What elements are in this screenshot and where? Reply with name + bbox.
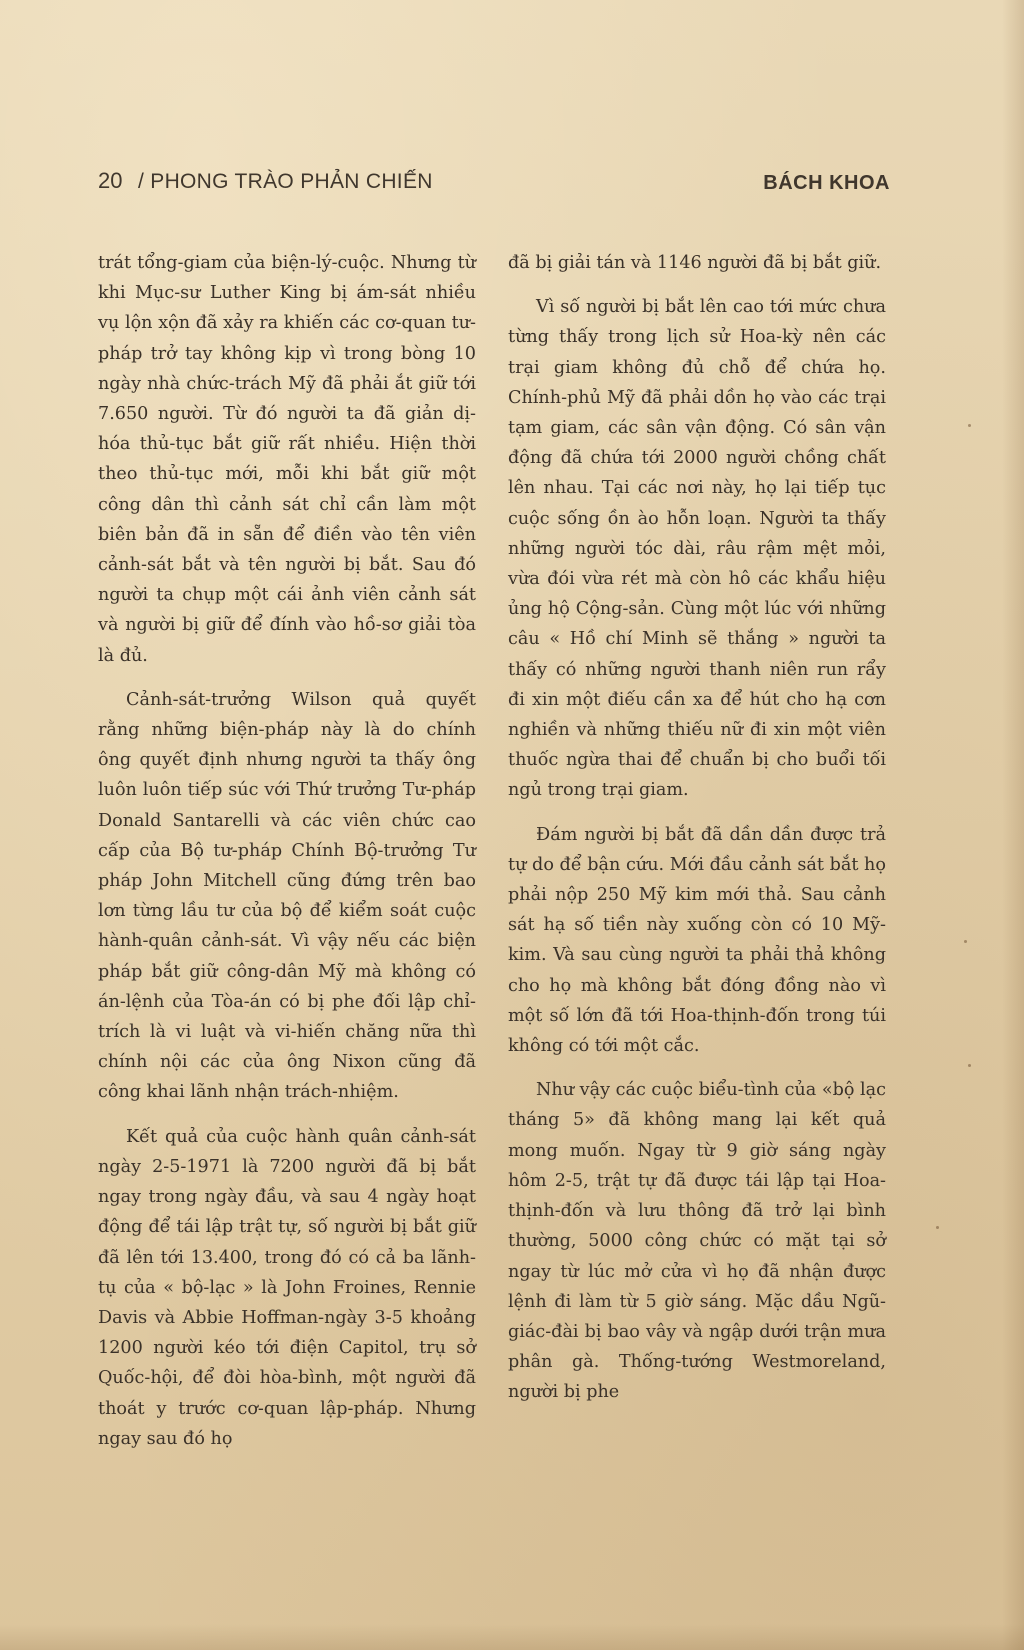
- page-bottom-shadow: [0, 1624, 1024, 1650]
- right-text-column: [508, 248, 886, 1422]
- running-title: / PHONG TRÀO PHẢN CHIẾN: [138, 170, 433, 193]
- page-number: 20: [98, 168, 123, 193]
- left-text-column: [98, 248, 476, 1468]
- paper-speck: [968, 424, 971, 427]
- paragraph: đã bị giải tán và 1146 người đã bị bắt giữ.: [508, 253, 882, 273]
- page-edge-shadow: [1002, 0, 1024, 1650]
- running-header: [98, 168, 890, 204]
- paper-speck: [936, 1226, 939, 1229]
- paragraph: Như vậy các cuộc biểu-tình của «bộ lạc tháng 5» đã không mang lại kết quả mong muốn. Ngay từ 9 giờ sáng ngày hôm 2-5, trật tự đã được tái lập tại Hoa-thịnh-đốn và lưu thông đã trở lại bình thường, 5000 công chức có mặt tại sở ngay từ lúc mở cửa vì họ đã nhận được lệnh đi làm từ 5 giờ sáng. Mặc dầu Ngũ-giác-đài bị bao vây và ngập dưới trận mưa phân gà. Thống-tướng Westmoreland, người bị phe: [508, 1080, 887, 1403]
- paragraph: trát tổng-giam của biện-lý-cuộc. Nhưng từ khi Mục-sư Luther King bị ám-sát nhiều vụ lộn xộn đã xảy ra khiến các cơ-quan tư-pháp trở tay không kịp vì trong bòng 10 ngày nhà chức-trách Mỹ đã phải ắt giữ tới 7.650 người. Từ đó người ta đã giản dị-hóa thủ-tục bắt giữ rất nhiều. Hiện thời theo thủ-tục mới, mỗi khi bắt giữ một công dân thì cảnh sát chỉ cần làm một biên bản đã in sẵn để điền vào tên viên cảnh-sát bắt và tên người bị bắt. Sau đó người ta chụp một cái ảnh viên cảnh sát và người bị giữ để đính vào hồ-sơ giải tòa là đủ.: [98, 253, 476, 666]
- paragraph: Đám người bị bắt đã dần dần được trả tự do để bận cứu. Mới đầu cảnh sát bắt họ phải nộp 250 Mỹ kim mới thả. Sau cảnh sát hạ số tiền này xuống còn có 10 Mỹ-kim. Và sau cùng người ta phải thả không cho họ mà không bắt đóng đồng nào vì một số lớn đã tới Hoa-thịnh-đốn trong túi không có tới một cắc.: [508, 824, 886, 1057]
- paragraph: Kết quả của cuộc hành quân cảnh-sát ngày 2-5-1971 là 7200 người đã bị bắt ngay trong ngày đầu, và sau 4 ngày hoạt động để tái lập trật tự, số người bị bắt giữ đã lên tới 13.400, trong đó có cả ba lãnh-tụ của « bộ-lạc » là John Froines, Rennie Davis và Abbie Hoffman-ngày 3-5 khoảng 1200 người kéo tới điện Capitol, trụ sở Quốc-hội, để đòi hòa-bình, một người đã thoát y trước cơ-quan lập-pháp. Nhưng ngay sau đó họ: [98, 1126, 476, 1449]
- paper-speck: [964, 940, 967, 943]
- paragraph: Vì số người bị bắt lên cao tới mức chưa từng thấy trong lịch sử Hoa-kỳ nên các trại giam không đủ chỗ để chứa họ. Chính-phủ Mỹ đã phải dồn họ vào các trại tạm giam, các sân vận động. Có sân vận động đã chứa tới 2000 người chồng chất lên nhau. Tại các nơi này, họ lại tiếp tục cuộc sống ồn ào hỗn loạn. Người ta thấy những người tóc dài, râu rậm mệt mỏi, vừa đói vừa rét mà còn hô các khẩu hiệu ủng hộ Cộng-sản. Cùng một lúc với những câu « Hồ chí Minh sẽ thắng » người ta thấy có những người thanh niên run rẩy đi xin một điếu cần xa để hút cho hạ cơn nghiền và những thiếu nữ đi xin một viên thuốc ngừa thai để chuẩn bị cho buổi tối ngủ trong trại giam.: [508, 297, 886, 801]
- paper-speck: [968, 1064, 971, 1067]
- paragraph: Cảnh-sát-trưởng Wilson quả quyết rằng những biện-pháp này là do chính ông quyết định nhưng người ta thấy ông luôn luôn tiếp súc với Thứ trưởng Tư-pháp Donald Santarelli và các viên chức cao cấp của Bộ tư-pháp Chính Bộ-trưởng Tư pháp John Mitchell cũng đứng trên bao lơn từng lầu tư của bộ để kiểm soát cuộc hành-quân cảnh-sát. Vì vậy nếu các biện pháp bắt giữ công-dân Mỹ mà không có án-lệnh của Tòa-án có bị phe đối lập chỉ-trích là vi luật và vi-hiến chăng nữa thì chính nội các của ông Nixon cũng đã công khai lãnh nhận trách-nhiệm.: [98, 689, 476, 1103]
- journal-name: BÁCH KHOA: [763, 172, 890, 194]
